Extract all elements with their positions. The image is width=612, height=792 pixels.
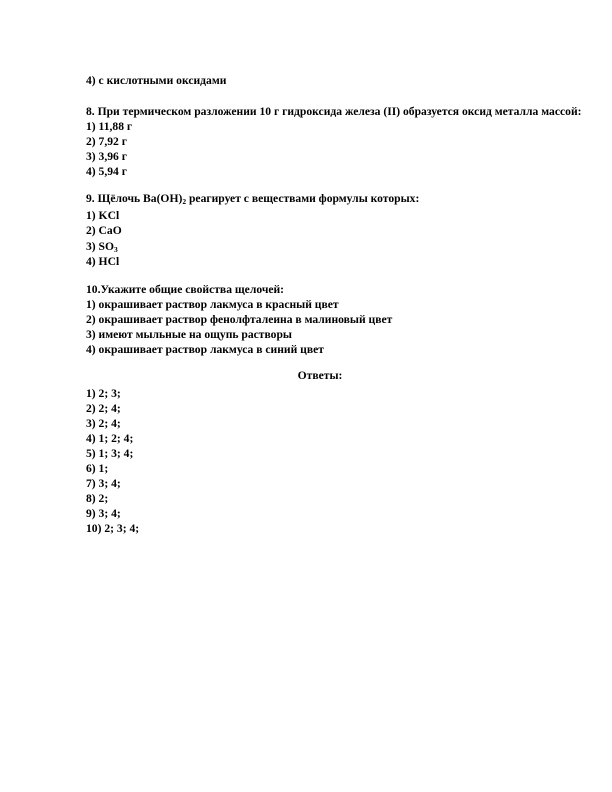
q9-option-3-text: 3) SO (86, 240, 115, 253)
answer-item: 5) 1; 3; 4; (86, 447, 134, 460)
answers-title: Ответы: (297, 369, 343, 382)
q9-option-3-subscript: 3 (114, 245, 118, 254)
answer-item: 6) 1; (86, 462, 109, 475)
q8-option-4: 4) 5,94 г (86, 165, 128, 178)
q9-option-1: 1) KCl (86, 209, 120, 222)
q9-option-2: 2) CaO (86, 224, 122, 237)
answer-item: 4) 1; 2; 4; (86, 432, 134, 445)
q10-option-3: 3) имеют мыльные на ощупь растворы (86, 328, 292, 341)
q10-question: 10.Укажите общие свойства щелочей: (86, 283, 285, 296)
q10-option-4: 4) окрашивает раствор лакмуса в синий цвет (86, 343, 324, 356)
answer-item: 9) 3; 4; (86, 507, 121, 520)
q9-question (86, 192, 419, 206)
q9-subscript: 2 (182, 197, 187, 206)
q9-question-end: реагирует с веществами формулы которых: (186, 192, 420, 205)
q7-option-4: 4) с кислотными оксидами (86, 74, 227, 87)
q9-option-3 (86, 240, 118, 254)
q9-option-4: 4) HCl (86, 255, 120, 268)
answer-item: 8) 2; (86, 492, 109, 505)
q8-option-1: 1) 11,88 г (86, 120, 133, 133)
answer-item: 3) 2; 4; (86, 417, 121, 430)
answer-item: 7) 3; 4; (86, 477, 121, 490)
q9-question-start: 9. Щёлочь Ba(OH) (86, 192, 183, 205)
q8-option-2: 2) 7,92 г (86, 135, 128, 148)
q8-question: 8. При термическом разложении 10 г гидроксида железа (II) образуется оксид металла массой: (86, 105, 582, 118)
answer-item: 2) 2; 4; (86, 402, 121, 415)
q10-option-1: 1) окрашивает раствор лакмуса в красный цвет (86, 298, 339, 311)
q8-option-3: 3) 3,96 г (86, 150, 128, 163)
answer-item: 10) 2; 3; 4; (86, 522, 140, 535)
q10-option-2: 2) окрашивает раствор фенолфталеина в малиновый цвет (86, 313, 393, 326)
answer-item: 1) 2; 3; (86, 387, 121, 400)
